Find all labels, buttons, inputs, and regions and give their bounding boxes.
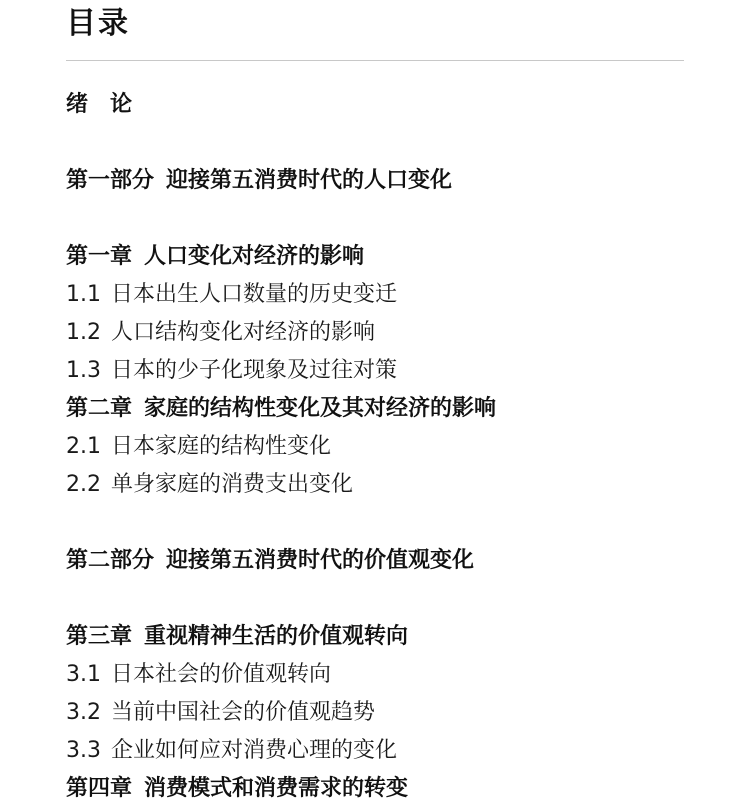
toc-section-title: 当前中国社会的价值观趋势 (111, 700, 376, 725)
toc-section-2-1[interactable] (66, 432, 331, 462)
toc-chapter-3-title: 重视精神生活的价值观转向 (144, 624, 409, 649)
toc-section-title: 日本出生人口数量的历史变迁 (111, 282, 398, 307)
toc-section-1-3[interactable] (66, 356, 397, 386)
toc-section-title: 日本社会的价值观转向 (111, 662, 332, 687)
toc-section-number: 2.1 (66, 434, 101, 459)
toc-section-number: 1.2 (66, 320, 101, 345)
toc-section-number: 1.1 (66, 282, 101, 307)
toc-chapter-1-label: 第一章 (66, 244, 133, 269)
toc-section-2-2[interactable] (66, 470, 353, 500)
toc-section-number: 3.3 (66, 738, 101, 763)
toc-part-2-title: 迎接第五消费时代的价值观变化 (166, 548, 475, 573)
toc-chapter-1[interactable] (66, 242, 364, 272)
toc-chapter-4[interactable] (66, 774, 408, 804)
toc-intro[interactable] (66, 90, 132, 120)
toc-chapter-1-title: 人口变化对经济的影响 (144, 244, 365, 269)
toc-chapter-2[interactable] (66, 394, 496, 424)
toc-intro-text: 绪 论 (66, 92, 133, 117)
toc-section-1-1[interactable] (66, 280, 397, 310)
toc-section-number: 3.1 (66, 662, 101, 687)
toc-section-3-3[interactable] (66, 736, 397, 766)
toc-part-1-title: 迎接第五消费时代的人口变化 (166, 168, 453, 193)
toc-chapter-3[interactable] (66, 622, 408, 652)
toc-section-title: 日本的少子化现象及过往对策 (111, 358, 398, 383)
toc-chapter-2-label: 第二章 (66, 396, 133, 421)
toc-section-title: 日本家庭的结构性变化 (111, 434, 332, 459)
toc-part-1-label: 第一部分 (66, 168, 155, 193)
toc-section-number: 2.2 (66, 472, 101, 497)
toc-section-title: 人口结构变化对经济的影响 (111, 320, 376, 345)
toc-part-2-label: 第二部分 (66, 548, 155, 573)
page-title: 目录 (66, 6, 130, 41)
toc-part-1[interactable] (66, 166, 452, 196)
toc-chapter-3-label: 第三章 (66, 624, 133, 649)
toc-chapter-2-title: 家庭的结构性变化及其对经济的影响 (144, 396, 497, 421)
title-divider (66, 60, 684, 61)
toc-section-3-1[interactable] (66, 660, 331, 690)
toc-part-2[interactable] (66, 546, 474, 576)
toc-section-title: 单身家庭的消费支出变化 (111, 472, 354, 497)
toc-chapter-4-title: 消费模式和消费需求的转变 (144, 776, 409, 801)
toc-section-number: 3.2 (66, 700, 101, 725)
toc-section-title: 企业如何应对消费心理的变化 (111, 738, 398, 763)
toc-section-number: 1.3 (66, 358, 101, 383)
toc-chapter-4-label: 第四章 (66, 776, 133, 801)
toc-section-1-2[interactable] (66, 318, 375, 348)
toc-section-3-2[interactable] (66, 698, 375, 728)
